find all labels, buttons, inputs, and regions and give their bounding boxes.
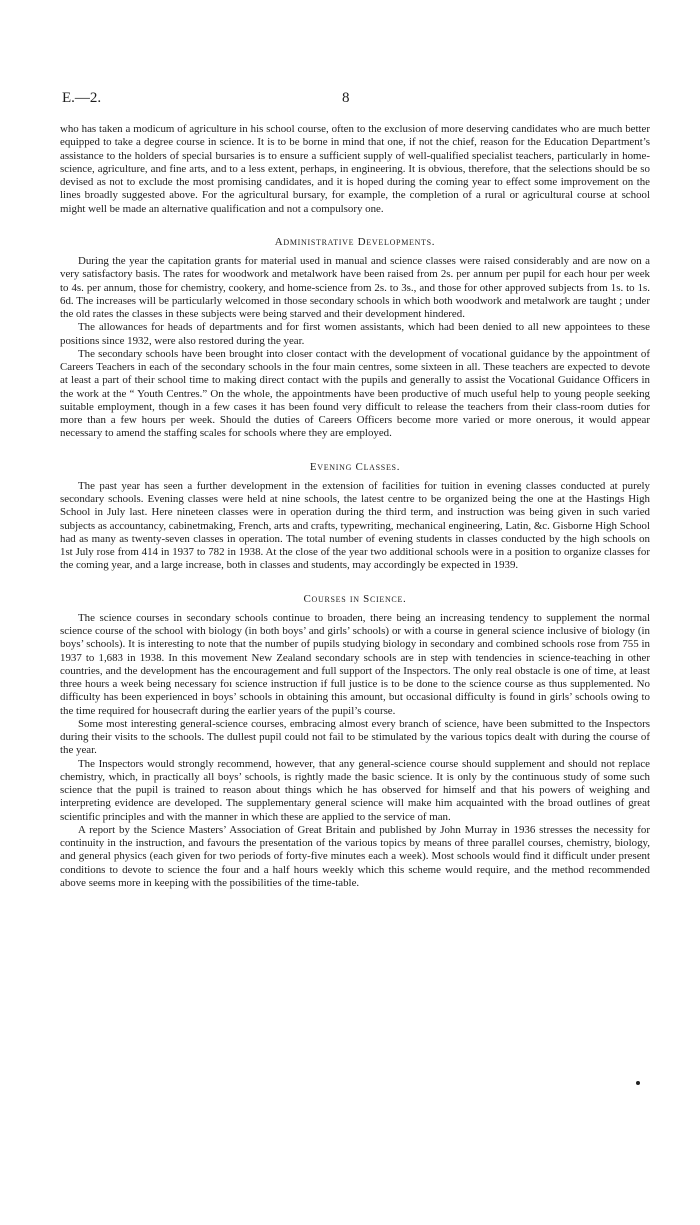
section-heading: Evening Classes.	[309, 460, 401, 473]
paragraph: The Inspectors would strongly recommend, however, that any general-science course should supplement and should not replace chemistry, which, in practically all boys’ schools, is rightly made the basic science. It is only by the continuous study of some such science that the pupil is trained to reason about things which he has observed for himself and that his powers of weighing and interpreting evidence are developed. The supplementary general science will make him acquainted with the broad outlines of great scientific principles and with the manner in which these are applied to the service of man.	[60, 757, 650, 823]
page-body	[60, 123, 650, 890]
document-reference: E.—2.	[62, 90, 102, 106]
paragraph: The science courses in secondary schools continue to broaden, there being an increasing tendency to supplement the normal science course of the school with biology (in both boys’ and girls’ schools) or with a course in general science inclusive of biology (in boys’ schools). It is interesting to note that the number of pupils studying biology in secondary and combined schools rose from 755 in 1937 to 1,683 in 1938. In this movement New Zealand secondary schools are in step with tendencies in science-teaching in other countries, and the development has the encouragement and full support of the Inspectors. The only real obstacle is one of time, at least three hours a week being necessary foı science instruction if full justice is to be done to the science course as thus supplemented. No difficulty has been experienced in boys’ schools in obtaining this amount, but occasional difficulty is found in girls’ schools owing to the time required for housecraft during the earlier years of the pupil’s course.	[60, 611, 650, 717]
page-number: 8	[342, 90, 350, 106]
paragraph: A report by the Science Masters’ Association of Great Britain and published by John Murray in 1936 stresses the necessity for continuity in the instruction, and favours the presentation of the various topics by means of three parallel courses, chemistry, biology, and general physics (each given for two periods of forty-five minutes each a week). Most schools would find it difficult under present conditions to devote to science the four and a half hours weekly which this scheme would require, and the method recommended above seems more in keeping with the possibilities of the time-table.	[60, 823, 650, 889]
section-heading: Administrative Developments.	[274, 235, 436, 248]
paragraph: Some most interesting general-science courses, embracing almost every branch of science, have been submitted to the Inspectors during their visits to the schools. The dullest pupil could not fail to be stimulated by the various topics dealt with during the course of the year.	[60, 717, 650, 757]
section-evening-classes	[60, 461, 650, 573]
continuation-paragraph: who has taken a modicum of agriculture in his school course, often to the exclusion of more deserving candidates who are much better equipped to take a degree course in science. It is to be borne in mind that one, if not the chief, reason for the Education Department’s assistance to the holders of special bursaries is to ensure a sufficient supply of well-qualified specialist teachers, particularly in home-science, agriculture, and fine arts, and to a less extent, perhaps, in engineering. It is obvious, therefore, that the selections should be so devised as not to exclude the most promising candidates, and it is hoped during the coming year to effect some improvement on the lines broadly suggested above. For the agricultural bursary, for example, the completion of a rural or agricultural course at school might well be made an alternative qualification and not a compulsory one.	[60, 123, 650, 215]
paragraph: During the year the capitation grants for material used in manual and science classes were raised considerably and are now on a very satisfactory basis. The rates for woodwork and metalwork have been raised from 2s. per annum per pupil for each hour per week to 4s. per annum, those for chemistry, cookery, and home-science from 2s. to 3s., and those for other approved subjects from 1s. to 1s. 6d. The increases will be particularly welcomed in those secondary schools in which both woodwork and metalwork are taught ; under the old rates the classes in these subjects were being starved and their development hindered.	[60, 255, 650, 320]
section-heading: Courses in Science.	[303, 592, 407, 605]
paragraph: The allowances for heads of departments and for first women assistants, which had been denied to all new appointees to these positions since 1932, were also restored during the year.	[60, 321, 650, 347]
print-mark	[636, 1081, 640, 1085]
section-courses-in-science	[60, 593, 650, 891]
paragraph: The past year has seen a further development in the extension of facilities for tuition in evening classes conducted at purely secondary schools. Evening classes were held at nine schools, the latest centre to be organized being the one at the Hastings High School in July last. Here nineteen classes were in operation during the third term, and instruction was being given in such varied subjects as accountancy, cabinetmaking, French, arts and crafts, typewriting, mechanical engineering, Latin, &c. Gisborne High School had as many as twenty-seven classes in operation. The total number of evening students in classes conducted by the high schools on 1st July rose from 414 in 1937 to 782 in 1938. At the close of the year two additional schools were in a position to organize classes for the coming year, and a large increase, both in classes and students, may accordingly be expected in 1939.	[60, 479, 650, 572]
section-administrative-developments	[60, 236, 650, 441]
paragraph: The secondary schools have been brought into closer contact with the development of vocational guidance by the appointment of Careers Teachers in each of the secondary schools in the four main centres, some sixteen in all. These teachers are expected to devote at least a part of their school time to making direct contact with the pupils and generally to assist the Vocational Guidance Officers in the work at the “ Youth Centres.” On the whole, the appointments have been productive of much useful help to young people seeking suitable employment, though in a few cases it has been found very difficult to release the teachers from their class-room duties for more than a few hours per week. Should the duties of Careers Officers become more varied or more onerous, it would appear necessary to amend the staffing scales for schools where they are employed.	[60, 347, 650, 440]
